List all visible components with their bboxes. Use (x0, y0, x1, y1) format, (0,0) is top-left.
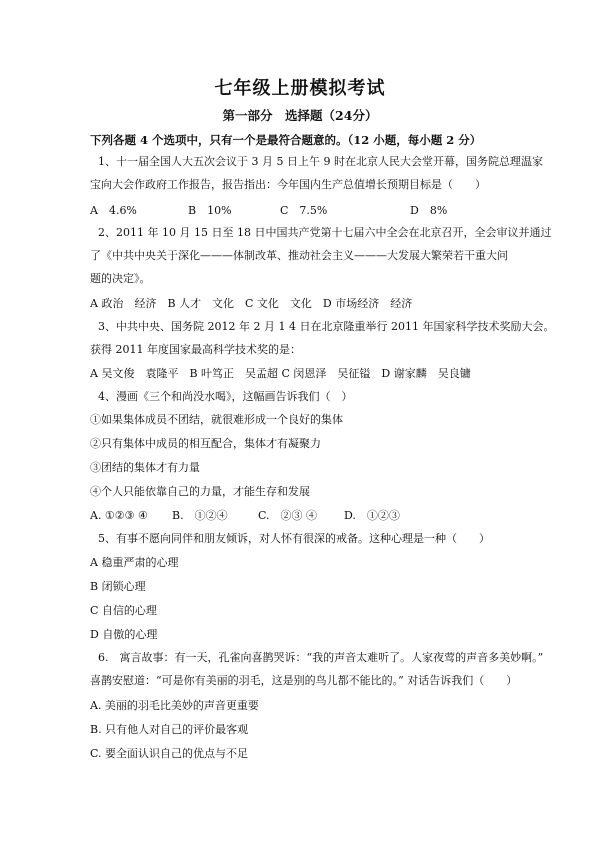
question-5-choice-b: B 闭锁心理 (90, 580, 146, 593)
question-4-options (90, 509, 400, 523)
question-5-choice-d: D 自傲的心理 (90, 628, 158, 641)
question-4-statement-2: ②只有集体中成员的相互配合，集体才有凝聚力 (90, 437, 321, 450)
option-b: B. ①②④ (172, 509, 228, 522)
option-c: C 7.5% (280, 204, 328, 217)
instruction-text: 下列各题 4 个选项中，只有一个是最符合题意的。（12 小题，每小题 2 分） (90, 133, 482, 147)
question-2-line-3: 题的决定》。 (90, 272, 151, 285)
question-4-statement-1: ①如果集体成员不团结，就很难形成一个良好的集体 (90, 413, 343, 426)
question-6-choice-a: A. 美丽的羽毛比美妙的声音更重要 (90, 699, 259, 712)
question-2-line-1: 2、2011 年 10 月 15 日至 18 日中国共产党第十七届六中全会在北京召开，全会审议并通过 (98, 226, 552, 239)
option-a: A 4.6% (90, 204, 137, 217)
exam-title: 七年级上册模拟考试 (214, 78, 386, 99)
question-4-line-1: 4、漫画《三个和尚没水喝》，这幅画告诉我们（ ） (98, 390, 353, 403)
question-3-options: A 吴文俊 袁隆平 B 叶笃正 吴孟超 C 闵恩泽 吴征镒 D 谢家麟 吴良镛 (90, 367, 471, 380)
option-d: D. ①②③ (344, 509, 400, 522)
question-6-choice-b: B. 只有他人对自己的评价最客观 (90, 723, 249, 736)
option-b: B 10% (188, 204, 232, 217)
question-3-line-2: 获得 2011 年度国家最高科学技术奖的是： (90, 343, 301, 356)
question-2-line-2: 了《中共中央关于深化———体制改革、推动社会主义———大发展大繁荣若干重大问 (90, 249, 508, 262)
question-4-statement-4: ④个人只能依靠自己的力量，才能生存和发展 (90, 485, 310, 498)
option-c: C. ②③ ④ (258, 509, 318, 522)
section-heading: 第一部分 选择题（24分） (222, 108, 378, 123)
question-1-line-1: 1、十一届全国人大五次会议于 3 月 5 日上午 9 时在北京人民大会堂开幕，国务院总理温家 (98, 155, 543, 168)
option-d: D 8% (410, 204, 448, 217)
question-6-line-1: 6. 寓言故事：有一天，孔雀向喜鹊哭诉：“我的声音太难听了。人家夜莺的声音多美妙啊。” (98, 651, 544, 664)
question-6-line-2: 喜鹊安慰道：“可是你有美丽的羽毛，这是别的鸟儿都不能比的。” 对话告诉我们（ ） (90, 674, 518, 687)
question-4-statement-3: ③团结的集体才有力量 (90, 461, 200, 474)
question-6-choice-c: C. 要全面认识自己的优点与不足 (90, 747, 249, 760)
question-1-options (90, 204, 447, 218)
option-a: A. ①②③ ④ (90, 509, 148, 522)
question-5-choice-a: A 稳重严肃的心理 (90, 556, 179, 569)
question-3-line-1: 3、中共中央、国务院 2012 年 2 月 1 4 日在北京隆重举行 2011 年国家科学技术奖励大会。 (98, 320, 555, 333)
question-1-line-2: 宝向大会作政府工作报告，报告指出：今年国内生产总值增长预期目标是（ ） (90, 178, 486, 191)
question-5-choice-c: C 自信的心理 (90, 604, 157, 617)
question-5-line-1: 5、有事不愿向同伴和朋友倾诉，对人怀有很深的戒备。这种心理是一种（ ） (98, 532, 490, 545)
question-2-options: A 政治 经济 B 人才 文化 C 文化 文化 D 市场经济 经济 (90, 297, 413, 310)
